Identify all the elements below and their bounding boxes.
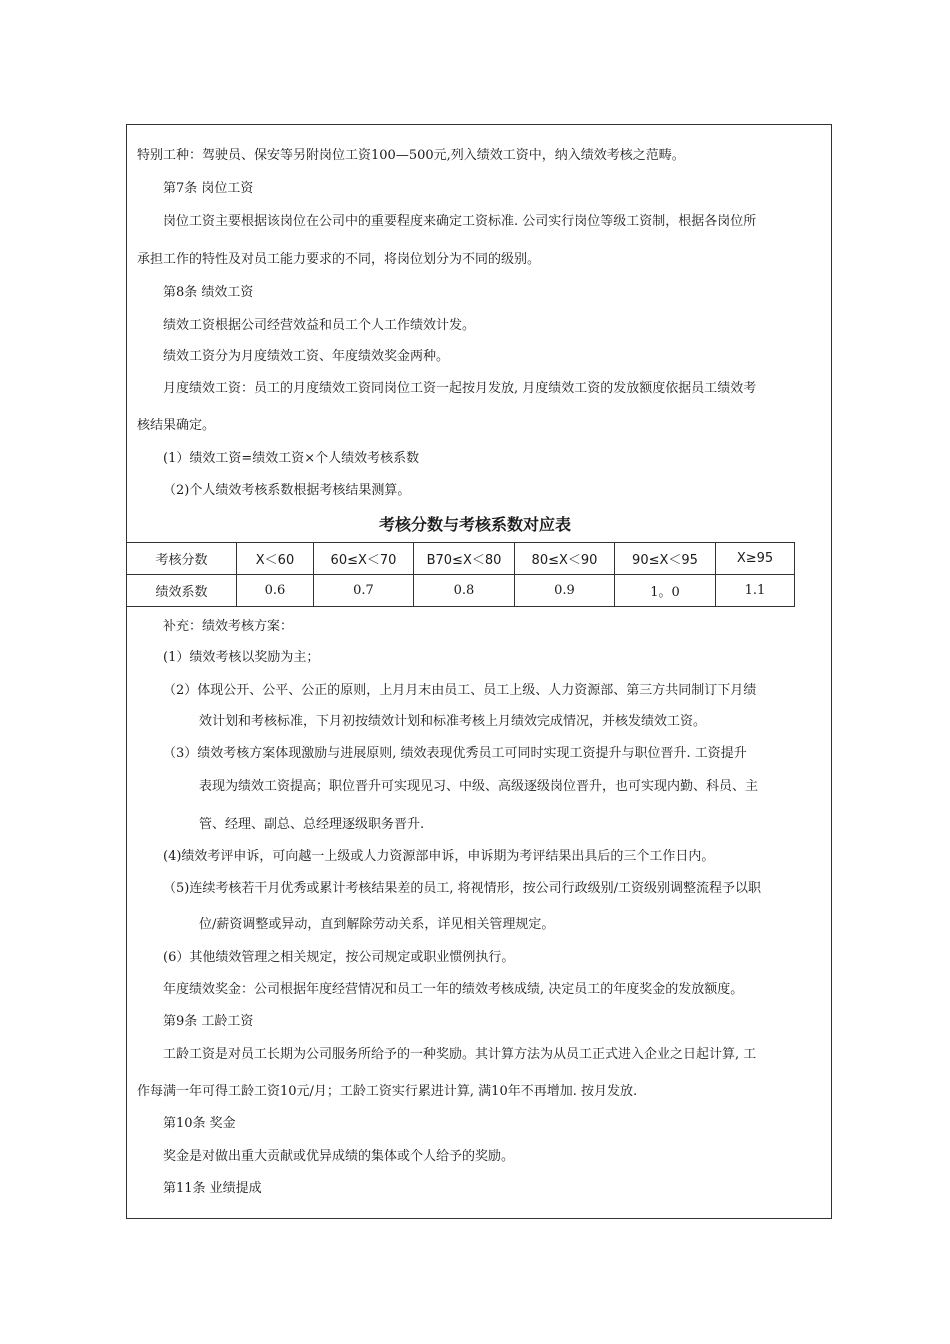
table-cell: 60≤X＜70 (314, 543, 414, 575)
table-title: 考核分数与考核系数对应表 (378, 515, 571, 534)
table-header-score: 考核分数 (127, 543, 237, 575)
supplement-heading: 补充：绩效考核方案： (163, 619, 294, 634)
supplement-item-2-line-1: （2）体现公开、公平、公正的原则，上月月末由员工、员工上级、人力资源部、第三方共同制订下月绩 (163, 683, 757, 698)
supplement-item-1: (1）绩效考核以奖励为主； (163, 650, 320, 665)
table-cell: 0.7 (314, 575, 414, 607)
table-cell: 80≤X＜90 (515, 543, 615, 575)
paragraph-bonus: 奖金是对做出重大贡献或优异成绩的集体或个人给予的奖励。 (163, 1149, 515, 1164)
article-7-heading: 第7条 岗位工资 (163, 181, 254, 196)
supplement-item-2-line-2: 效计划和考核标准，下月初按绩效计划和标准考核上月绩效完成情况，并核发绩效工资。 (199, 714, 707, 729)
table-cell: 0.6 (237, 575, 314, 607)
table-cell: 0.8 (414, 575, 515, 607)
paragraph-annual-bonus: 年度绩效奖金：公司根据年度经营情况和员工一年的绩效考核成绩, 决定员工的年度奖金的发放额度。 (163, 982, 744, 997)
article-9-heading: 第9条 工龄工资 (163, 1014, 254, 1029)
table-cell: X≥95 (716, 543, 795, 575)
table-cell: X＜60 (237, 543, 314, 575)
paragraph-position-wage-2: 承担工作的特性及对员工能力要求的不同，将岗位划分为不同的级别。 (137, 252, 541, 267)
table-cell: 1。0 (615, 575, 716, 607)
paragraph-special-jobs: 特别工种：驾驶员、保安等另附岗位工资100—500元,列入绩效工资中，纳入绩效考核之范畴。 (137, 148, 685, 163)
formula-item-2: （2)个人绩效考核系数根据考核结果测算。 (163, 483, 411, 498)
supplement-item-3-line-2: 表现为绩效工资提高；职位晋升可实现见习、中级、高级逐级岗位晋升，也可实现内勤、科员、主 (199, 779, 759, 794)
paragraph-seniority-wage-2: 作每满一年可得工龄工资10元/月；工龄工资实行累进计算, 满10年不再增加. 按月发放. (137, 1084, 638, 1099)
formula-item-1: (1）绩效工资=绩效工资×个人绩效考核系数 (163, 451, 420, 466)
supplement-item-4: (4)绩效考评申诉，可向越一上级或人力资源部申诉，申诉期为考评结果出具后的三个工作日内。 (163, 849, 715, 864)
table-cell: B70≤X＜80 (414, 543, 515, 575)
supplement-item-5-line-1: （5)连续考核若干月优秀或累计考核结果差的员工, 将视情形，按公司行政级别/工资级别调整流程予以职 (163, 881, 761, 896)
paragraph-performance-wage-types: 绩效工资分为月度绩效工资、年度绩效奖金两种。 (163, 349, 450, 364)
article-8-heading: 第8条 绩效工资 (163, 285, 254, 300)
paragraph-monthly-performance-1: 月度绩效工资：员工的月度绩效工资同岗位工资一起按月发放, 月度绩效工资的发放额度依据员工绩效考 (163, 381, 757, 396)
paragraph-performance-wage-basis: 绩效工资根据公司经营效益和员工个人工作绩效计发。 (163, 318, 476, 333)
table-row-score (127, 543, 795, 575)
supplement-item-6: (6）其他绩效管理之相关规定，按公司规定或职业惯例执行。 (163, 950, 515, 965)
supplement-item-5-line-2: 位/薪资调整或异动，直到解除劳动关系，详见相关管理规定。 (199, 917, 555, 932)
supplement-item-3-line-3: 管、经理、副总、总经理逐级职务晋升. (199, 817, 425, 832)
table-cell: 1.1 (716, 575, 795, 607)
table-row-coefficient (127, 575, 795, 607)
paragraph-position-wage-1: 岗位工资主要根据该岗位在公司中的重要程度来确定工资标准. 公司实行岗位等级工资制，根据各岗位所 (163, 214, 757, 229)
table-cell: 90≤X＜95 (615, 543, 716, 575)
paragraph-monthly-performance-2: 核结果确定。 (137, 418, 216, 433)
score-coefficient-table (126, 542, 795, 607)
table-cell: 0.9 (515, 575, 615, 607)
article-10-heading: 第10条 奖金 (163, 1116, 236, 1131)
supplement-item-3-line-1: （3）绩效考核方案体现激励与进展原则, 绩效表现优秀员工可同时实现工资提升与职位晋升. 工资提升 (163, 746, 747, 761)
table-header-coefficient: 绩效系数 (127, 575, 237, 607)
article-11-heading: 第11条 业绩提成 (163, 1181, 262, 1196)
paragraph-seniority-wage-1: 工龄工资是对员工长期为公司服务所给予的一种奖励。其计算方法为从员工正式进入企业之日起计算, 工 (163, 1047, 757, 1062)
